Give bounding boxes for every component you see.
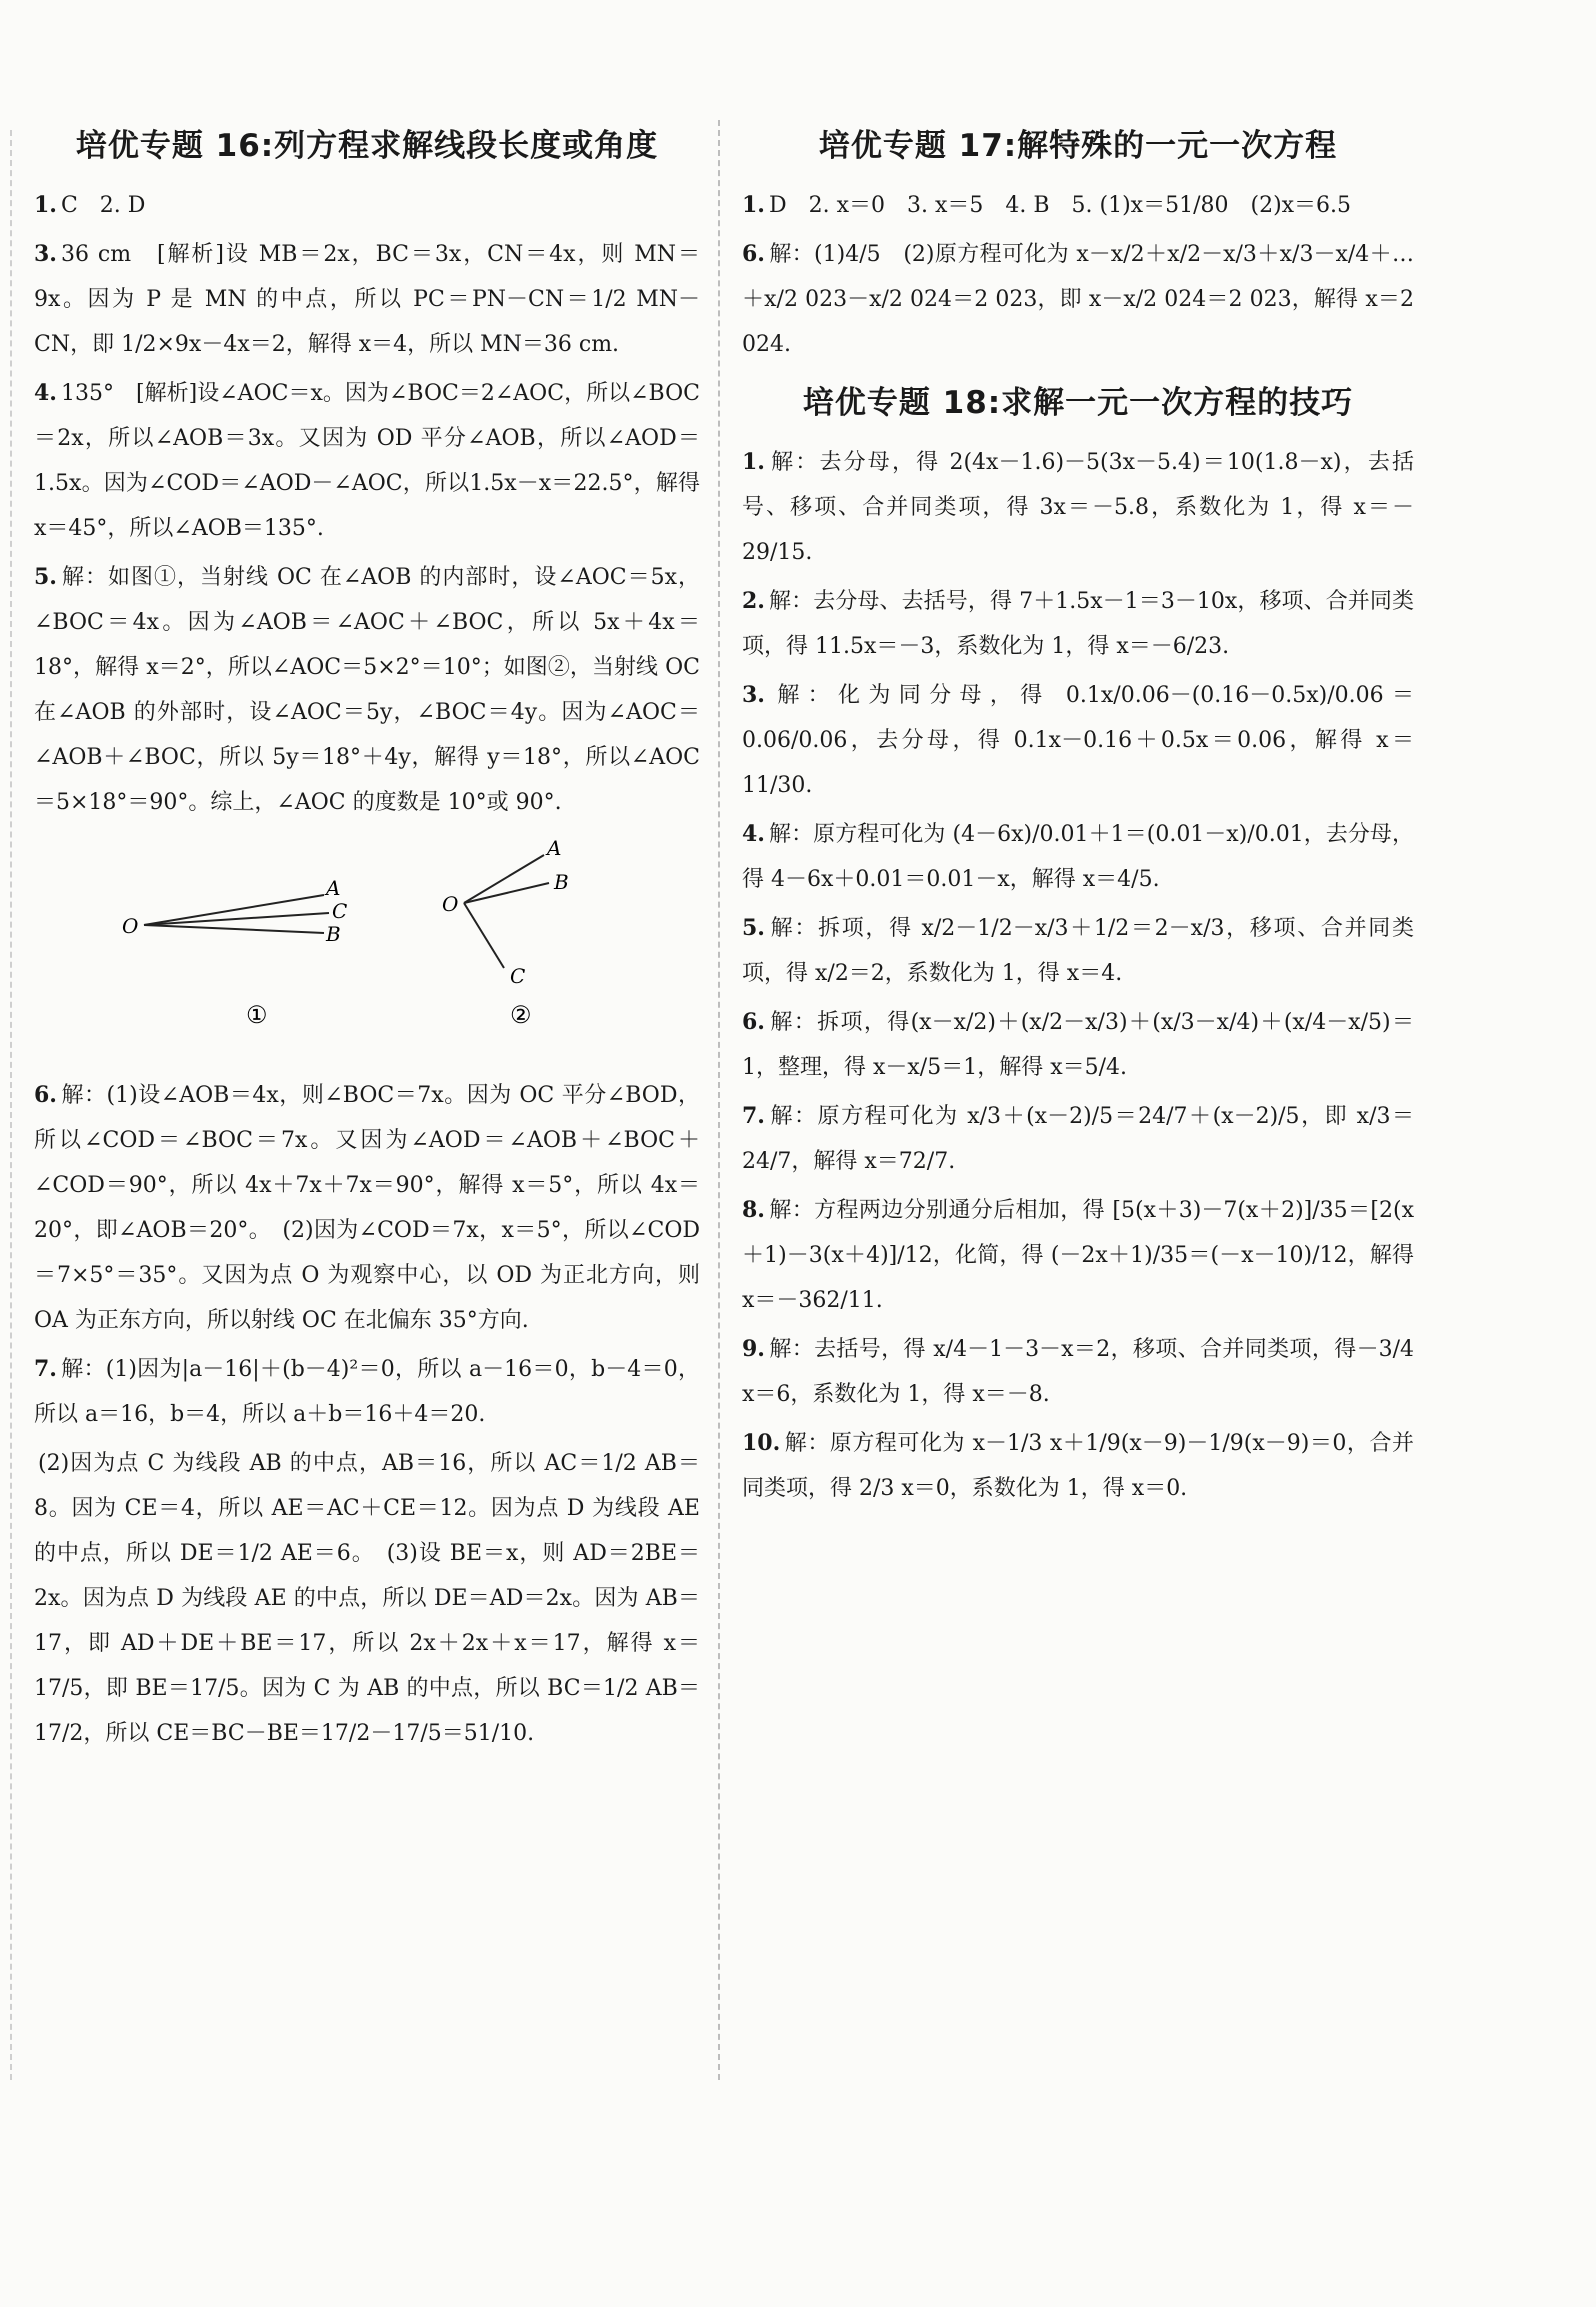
answer-item-4 — [34, 371, 700, 551]
label-o-2: O — [442, 892, 459, 916]
label-c-1: C — [332, 899, 348, 923]
item-number: 7. — [34, 1356, 57, 1382]
item-number: 8. — [742, 1197, 765, 1223]
item-number: 2. — [742, 588, 765, 614]
ray-oc-1 — [144, 913, 329, 925]
column-divider — [718, 120, 720, 2080]
item-number: 6. — [742, 1009, 765, 1035]
answer-18-item-1 — [742, 440, 1414, 575]
item-text: 解：去分母、去括号，得 7＋1.5x－1＝3－10x，移项、合并同类项，得 11.5x＝－3，系数化为 1，得 x＝－6/23. — [742, 589, 1414, 659]
ray-oa-1 — [144, 895, 324, 925]
item-text: D 2. x＝0 3. x＝5 4. B 5. (1)x＝51/80 (2)x＝6.5 — [768, 193, 1352, 218]
item-text: 解：如图①，当射线 OC 在∠AOB 的内部时，设∠AOC＝5x，∠BOC＝4x。因为∠AOB＝∠AOC＋∠BOC，所以 5x＋4x＝18°，解得 x＝2°，所以∠AOC＝5×2°＝10°；如图②，当射线 OC 在∠AOB 的外部时，设∠AOC＝5y，∠BOC＝4y。因为∠AOC＝∠AOB＋∠BOC，所以 5y＝18°＋4y，解得 y＝18°，所以∠AOC＝5×18°＝90°。综上，∠AOC 的度数是 10°或 90°. — [34, 565, 700, 815]
ray-oa-2 — [464, 855, 544, 903]
item-text: 解：(1)因为|a－16|＋(b－4)²＝0，所以 a－16＝0，b－4＝0，所以 a＝16，b＝4，所以 a＋b＝16＋4＝20. — [34, 1357, 700, 1427]
ray-oc-2 — [464, 903, 504, 968]
answer-18-item-2 — [742, 579, 1414, 669]
item-text: 解：(1)设∠AOB＝4x，则∠BOC＝7x。因为 OC 平分∠BOD，所以∠COD＝∠BOC＝7x。又因为∠AOD＝∠AOB＋∠BOC＋∠COD＝90°，所以 4x＋7x＋7x＝90°，解得 x＝5°，所以 4x＝20°，即∠AOB＝20°。 (2)因为∠COD＝7x，x＝5°，所以∠COD＝7×5°＝35°。又因为点 O 为观察中心，以 OD 为正北方向，则 OA 为正东方向，所以射线 OC 在北偏东 35°方向. — [34, 1083, 700, 1333]
item-number: 5. — [34, 564, 57, 590]
item-number: 6. — [742, 241, 765, 267]
item-text: 解：拆项，得(x－x/2)＋(x/2－x/3)＋(x/3－x/4)＋(x/4－x/5)＝1，整理，得 x－x/5＝1，解得 x＝5/4. — [742, 1010, 1414, 1080]
figure-2 — [442, 836, 569, 1029]
item-number: 5. — [742, 915, 765, 941]
answer-item-1 — [34, 183, 700, 228]
item-number: 6. — [34, 1082, 57, 1108]
section-title-18: 培优专题 18:求解一元一次方程的技巧 — [802, 385, 1354, 421]
answer-18-item-9 — [742, 1327, 1414, 1417]
ray-ob-1 — [144, 925, 324, 933]
answer-item-7-part-1 — [34, 1347, 700, 1437]
figure-1 — [122, 876, 347, 1029]
item-text: 解：方程两边分别通分后相加，得 [5(x＋3)－7(x＋2)]/35＝[2(x＋1)－3(x＋4)]/12，化简，得 (－2x＋1)/35＝(－x－10)/12，解得 x＝－362/11. — [742, 1198, 1414, 1313]
answer-18-item-3 — [742, 673, 1414, 808]
item-number: 1. — [742, 192, 765, 218]
answer-18-item-5 — [742, 906, 1414, 996]
label-c-2: C — [510, 964, 526, 988]
answer-item-5 — [34, 555, 700, 825]
answer-item-6 — [34, 1073, 700, 1343]
angle-figure-svg — [34, 833, 700, 1063]
item-text: 解：去括号，得 x/4－1－3－x＝2，移项、合并同类项，得－3/4 x＝6，系数化为 1，得 x＝－8. — [742, 1337, 1414, 1407]
answer-item-7-part-2 — [34, 1441, 700, 1756]
item-text: 解：(1)4/5 (2)原方程可化为 x－x/2＋x/2－x/3＋x/3－x/4＋…＋x/2 023－x/2 024＝2 023，即 x－x/2 024＝2 023，解得 x＝2 024. — [742, 242, 1414, 357]
answer-18-item-4 — [742, 812, 1414, 902]
binding-edge-line — [10, 130, 12, 2080]
answer-18-item-8 — [742, 1188, 1414, 1323]
answer-18-item-6 — [742, 1000, 1414, 1090]
right-column — [742, 110, 1414, 1515]
item-number: 4. — [742, 821, 765, 847]
item-number: 4. — [34, 380, 57, 406]
label-b-1: B — [326, 922, 341, 946]
item-text: (2)因为点 C 为线段 AB 的中点，AB＝16，所以 AC＝1/2 AB＝8。因为 CE＝4，所以 AE＝AC＋CE＝12。因为点 D 为线段 AE 的中点，所以 DE＝1/2 AE＝6。 (3)设 BE＝x，则 AD＝2BE＝2x。因为点 D 为线段 AE 的中点，所以 DE＝AD＝2x。因为 AB＝17，即 AD＋DE＋BE＝17，所以 2x＋2x＋x＝17，解得 x＝17/5，即 BE＝17/5。因为 C 为 AB 的中点，所以 BC＝1/2 AB＝17/2，所以 CE＝BC－BE＝17/2－17/5＝51/10. — [34, 1451, 700, 1746]
item-number: 1. — [742, 449, 765, 475]
label-o-1: O — [122, 914, 139, 938]
item-number: 3. — [742, 682, 765, 708]
item-text: 解：去分母，得 2(4x－1.6)－5(3x－5.4)＝10(1.8－x)，去括号、移项、合并同类项，得 3x＝－5.8，系数化为 1，得 x＝－29/15. — [742, 450, 1414, 565]
answer-17-item-1 — [742, 183, 1414, 228]
label-a-2: A — [547, 836, 562, 860]
ray-ob-2 — [464, 883, 549, 903]
label-b-2: B — [554, 870, 569, 894]
answer-18-item-10 — [742, 1421, 1414, 1511]
item-text: 解：化为同分母，得 0.1x/0.06－(0.16－0.5x)/0.06＝0.06/0.06，去分母，得 0.1x－0.16＋0.5x＝0.06，解得 x＝11/30. — [742, 683, 1414, 798]
angle-figures — [34, 833, 700, 1063]
section-title-16: 培优专题 16:列方程求解线段长度或角度 — [75, 128, 659, 164]
item-number: 7. — [742, 1103, 765, 1129]
item-text: 解：拆项，得 x/2－1/2－x/3＋1/2＝2－x/3，移项、合并同类项，得 x/2＝2，系数化为 1，得 x＝4. — [742, 916, 1414, 986]
left-column — [34, 110, 700, 1760]
item-number: 9. — [742, 1336, 765, 1362]
answer-18-item-7 — [742, 1094, 1414, 1184]
section-title-17: 培优专题 17:解特殊的一元一次方程 — [818, 128, 1338, 164]
item-number: 3. — [34, 241, 57, 267]
answer-17-item-6 — [742, 232, 1414, 367]
item-number: 10. — [742, 1430, 781, 1456]
figure-2-caption: ② — [510, 1001, 532, 1029]
item-text: 解：原方程可化为 x－1/3 x＋1/9(x－9)－1/9(x－9)＝0，合并同类项，得 2/3 x＝0，系数化为 1，得 x＝0. — [742, 1431, 1414, 1501]
item-text: 解：原方程可化为 (4－6x)/0.01＋1＝(0.01－x)/0.01，去分母，得 4－6x＋0.01＝0.01－x，解得 x＝4/5. — [742, 822, 1414, 892]
figure-1-caption: ① — [246, 1001, 268, 1029]
item-text: 36 cm [解析]设 MB＝2x，BC＝3x，CN＝4x，则 MN＝9x。因为 P 是 MN 的中点，所以 PC＝PN－CN＝1/2 MN－CN，即 1/2×9x－4x＝2，解得 x＝4，所以 MN＝36 cm. — [34, 242, 700, 357]
label-a-1: A — [326, 876, 341, 900]
item-text: C 2. D — [60, 193, 146, 218]
item-text: 135° [解析]设∠AOC＝x。因为∠BOC＝2∠AOC，所以∠BOC＝2x，所以∠AOB＝3x。又因为 OD 平分∠AOB，所以∠AOD＝1.5x。因为∠COD＝∠AOD－∠AOC，所以1.5x－x＝22.5°，解得 x＝45°，所以∠AOB＝135°. — [34, 381, 700, 541]
item-number: 1. — [34, 192, 57, 218]
item-text: 解：原方程可化为 x/3＋(x－2)/5＝24/7＋(x－2)/5，即 x/3＝24/7，解得 x＝72/7. — [742, 1104, 1414, 1174]
answer-item-3 — [34, 232, 700, 367]
